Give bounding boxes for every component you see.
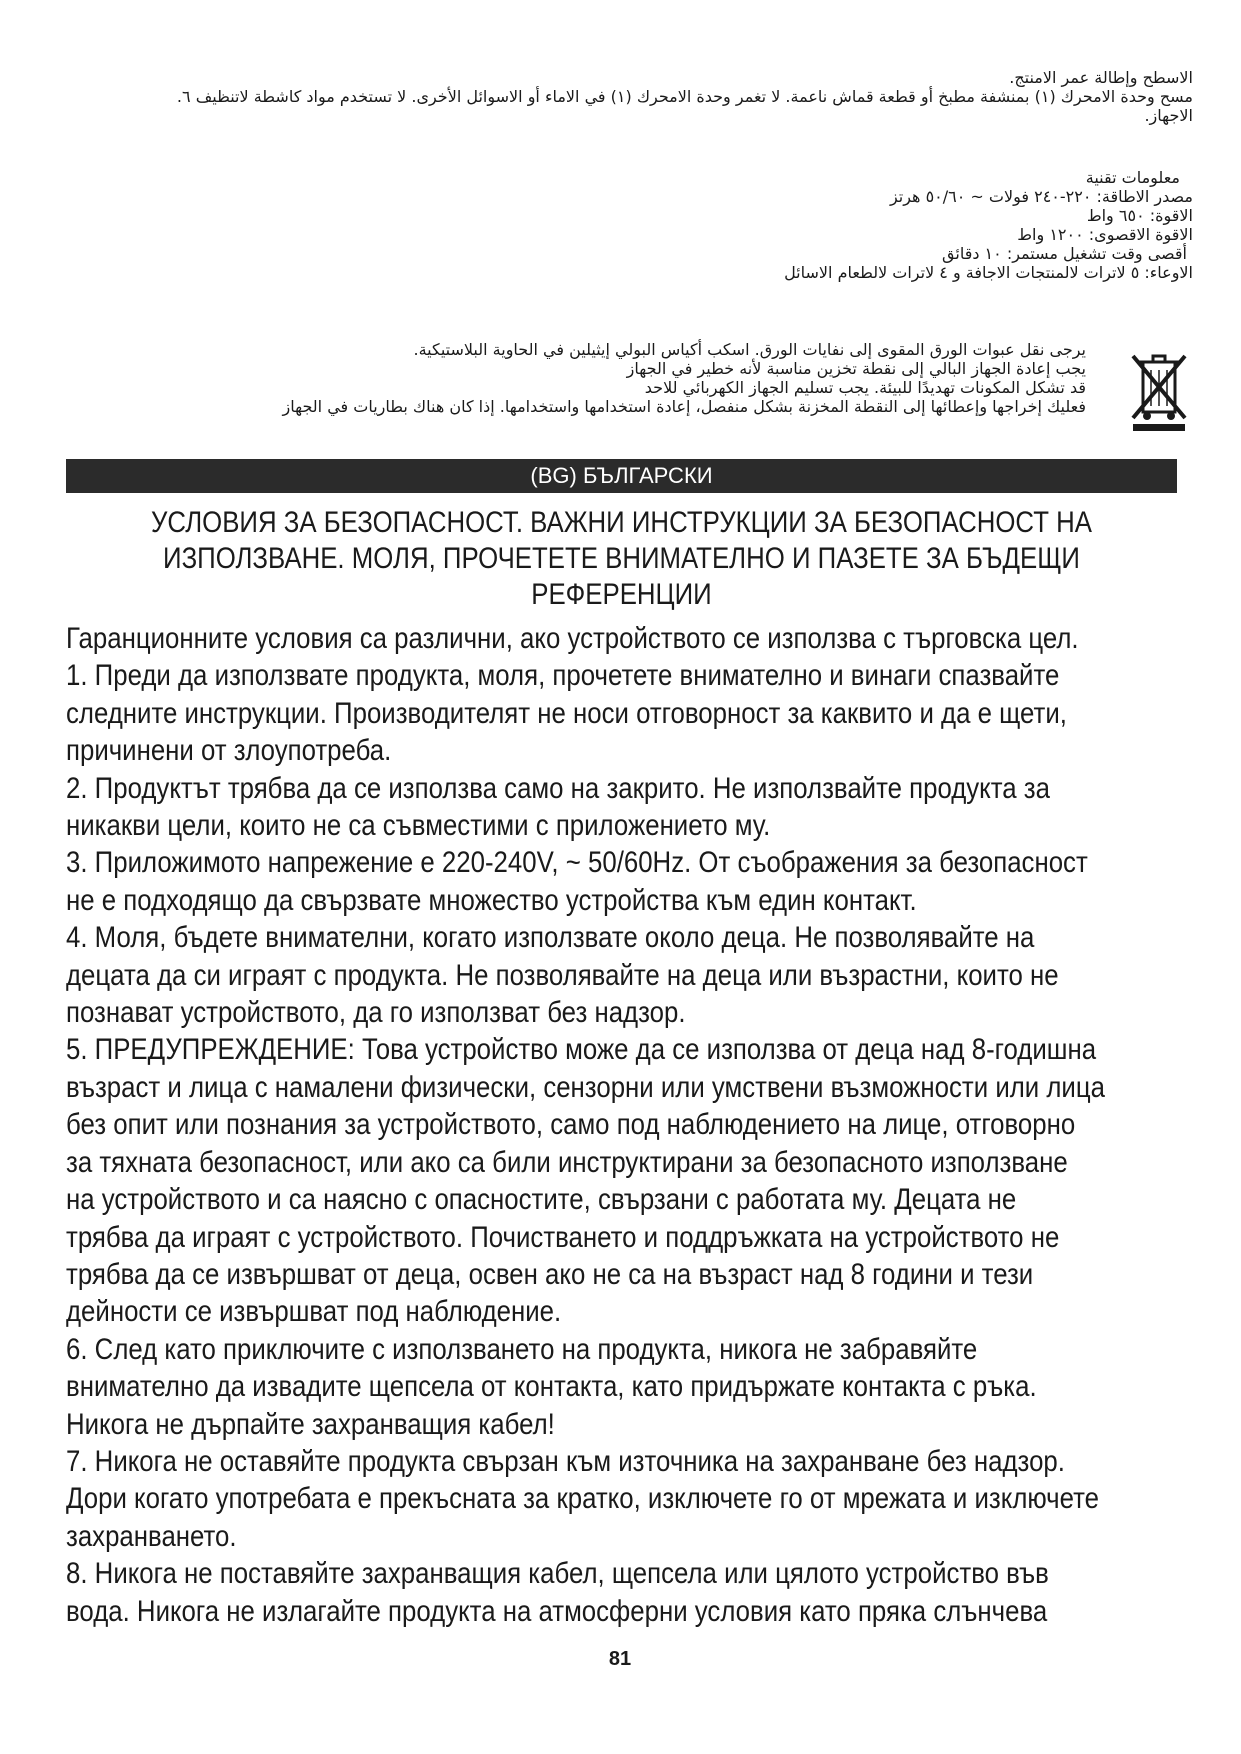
instruction-line: 2. Продуктът трябва да се използва само на закрито. Не използвайте продукта за (66, 771, 1050, 805)
instruction-line: трябва да се извършват от деца, освен ако не са на възраст над 8 години и тези (66, 1257, 1034, 1291)
arabic-power-supply: مصدر الاطاقة: ٢٢٠-٢٤٠ فولات ~ ٥٠/٦٠ هرتز (889, 187, 1193, 206)
instruction-line: на устройството и са наясно с опасностите, свързани с работата му. Децата не (66, 1183, 1017, 1217)
safety-title (144, 505, 1099, 613)
instruction-line: следните инструкции. Производителят не носи отговорност за каквито и да е щети, (66, 696, 1067, 730)
instruction-line: за тяхната безопасност, или ако са били инструктирани за безопасното използване (66, 1145, 1068, 1179)
instruction-item-1 (66, 657, 1175, 769)
arabic-max-power: الاقوة الاقصوى: ١٢٠٠ واط (1017, 225, 1193, 244)
safety-instructions-body (66, 620, 1175, 1630)
instruction-line: 1. Преди да използвате продукта, моля, прочетете внимателно и винаги спазвайте (66, 659, 1060, 693)
arabic-care-line: مسح وحدة الامحرك (١) بمنشفة مطبخ أو قطعة قماش ناعمة. لا تغمر وحدة الامحرك (١) في الاماء أو الاسوائل الأخرى. لا تستخدم مواد كاشطة لاتنظيف ٦. (176, 87, 1193, 106)
language-section-bar: (BG) БЪЛГАРСКИ (66, 459, 1177, 493)
instruction-line: причинени от злоупотреба. (66, 734, 392, 768)
instruction-line: познават устройството, да го използват без надзор. (66, 996, 686, 1030)
instruction-item-4 (66, 919, 1175, 1031)
arabic-technical-info (60, 168, 1193, 282)
page-number: 81 (608, 1648, 632, 1670)
instruction-line: вода. Никога не излагайте продукта на атмосферни условия като пряка слънчева (66, 1594, 1048, 1628)
instruction-item-3 (66, 844, 1175, 919)
instruction-line: никакви цели, които не са съвместими с приложението му. (66, 809, 771, 843)
arabic-disposal-line: يجب إعادة الجهاز البالي إلى نقطة تخزين مناسبة لأنه خطير في الجهاز (626, 359, 1086, 378)
instruction-line: 3. Приложимото напрежение е 220-240V, ~ 50/60Hz. От съображения за безопасност (66, 846, 1088, 880)
arabic-disposal-line: قد تشكل المكونات تهديدًا للبيئة. يجب تسليم الجهاز الكهربائي للاحد (644, 378, 1086, 397)
arabic-care-line: الاسطح وإطالة عمر الامنتج. (1009, 68, 1193, 87)
instruction-line: захранването. (66, 1519, 237, 1553)
arabic-disposal-notice (60, 340, 1086, 416)
instruction-line: внимателно да извадите щепсела от контакта, като придържате контакта с ръка. (66, 1370, 1037, 1404)
arabic-disposal-line: يرجى نقل عبوات الورق المقوى إلى نفايات الورق. اسكب أكياس البولي إيثيلين في الحاوية البلاستيكية. (413, 340, 1086, 359)
instruction-line: 7. Никога не оставяйте продукта свързан към източника на захранване без надзор. (66, 1444, 1065, 1478)
instruction-item-8 (66, 1555, 1175, 1630)
instruction-line: 4. Моля, бъдете внимателни, когато използвате около деца. Не позволявайте на (66, 921, 1035, 955)
instruction-item-5 (66, 1031, 1175, 1330)
arabic-technical-heading: معلومات تقنية (1085, 168, 1180, 187)
instruction-line: 8. Никога не поставяйте захранващия кабел, щепсела или цялото устройство във (66, 1557, 1049, 1591)
arabic-power: الاقوة: ٦٥٠ واط (1086, 206, 1193, 225)
instruction-line: Никога не дърпайте захранващия кабел! (66, 1407, 555, 1441)
arabic-care-instructions (60, 68, 1193, 125)
arabic-care-line: الاجهاز. (1144, 106, 1193, 125)
crossed-out-wheelie-bin-icon (1129, 352, 1189, 432)
arabic-max-runtime: أقصى وقت تشغيل مستمر: ١٠ دقائق (942, 244, 1187, 263)
arabic-disposal-line: فعليك إخراجها وإعطائها إلى النقطة المخزنة بشكل منفصل، إعادة استخدامها واستخدامها. إذا كان هناك بطاريات في الجهاز (282, 397, 1086, 416)
warranty-paragraph (66, 620, 1175, 657)
instruction-line: трябва да играят с устройството. Почистването и поддръжката на устройството не (66, 1220, 1060, 1254)
instruction-line: Гаранционните условия са различни, ако устройството се използва с търговска цел. (66, 622, 1079, 655)
instruction-line: 5. ПРЕДУПРЕЖДЕНИЕ: Това устройство може да се използва от деца над 8-годишна (66, 1033, 1097, 1067)
safety-title-line: РЕФЕРЕНЦИИ (531, 578, 712, 611)
safety-title-line: ИЗПОЛЗВАНЕ. МОЛЯ, ПРОЧЕТЕТЕ ВНИМАТЕЛНО И ПАЗЕТЕ ЗА БЪДЕЩИ (163, 542, 1080, 575)
instruction-line: дейности се извършват под наблюдение. (66, 1295, 562, 1329)
instruction-item-2 (66, 770, 1175, 845)
instruction-item-6 (66, 1331, 1175, 1443)
instruction-line: 6. След като приключите с използването на продукта, никога не забравяйте (66, 1332, 978, 1366)
instruction-line: възраст и лица с намалени физически, сензорни или умствени възможности или лица (66, 1070, 1105, 1104)
instruction-line: не е подходящо да свързвате множество устройства към един контакт. (66, 883, 917, 917)
instruction-item-7 (66, 1443, 1175, 1555)
safety-title-line: УСЛОВИЯ ЗА БЕЗОПАСНОСТ. ВАЖНИ ИНСТРУКЦИИ ЗА БЕЗОПАСНОСТ НА (151, 506, 1092, 539)
instruction-line: без опит или познания за устройството, само под наблюдението на лице, отговорно (66, 1108, 1076, 1142)
arabic-capacity: الاوعاء: ٥ لاترات لالمنتجات الاجافة و ٤ لاترات لالطعام الاسائل (784, 263, 1193, 282)
instruction-line: Дори когато употребата е прекъсната за кратко, изключете го от мрежата и изключете (66, 1482, 1099, 1516)
instruction-line: децата да си играят с продукта. Не позволявайте на деца или възрастни, които не (66, 958, 1059, 992)
